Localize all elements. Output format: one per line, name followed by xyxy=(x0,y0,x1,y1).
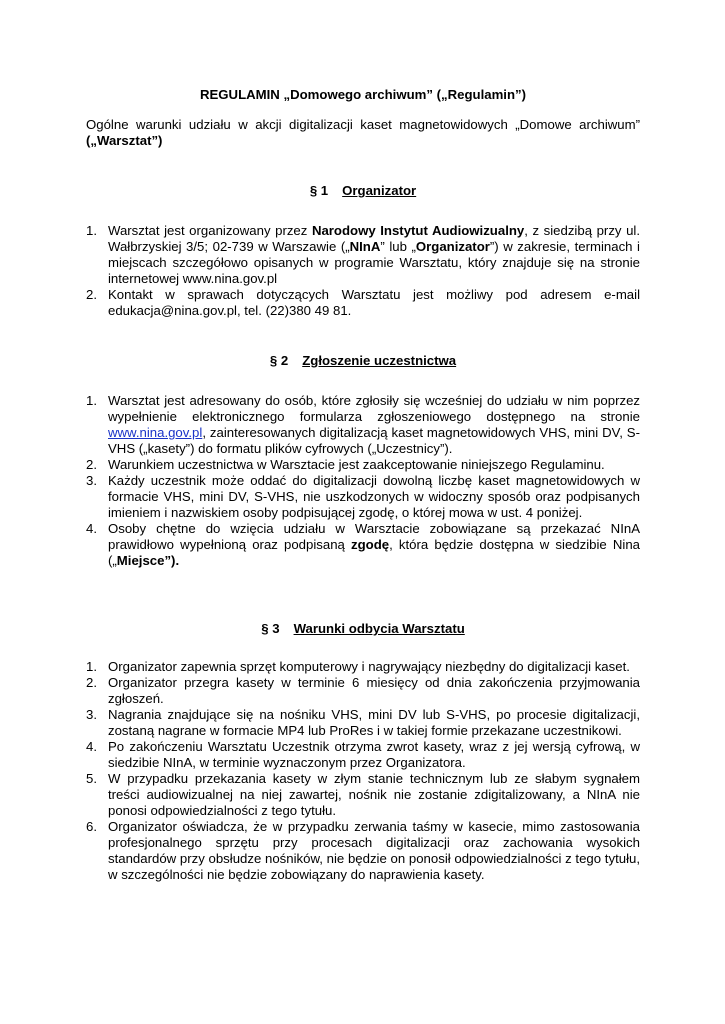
list-item xyxy=(86,473,640,521)
item-text: Kontakt w sprawach dotyczących Warsztatu jest możliwy pod adresem e-mail edukacja@nina.gov.pl, tel. (22)380 49 81. xyxy=(108,287,640,318)
item-number: 1. xyxy=(86,223,97,238)
item-number: 6. xyxy=(86,819,97,834)
section-2-heading xyxy=(86,353,640,369)
item-text: Każdy uczestnik może oddać do digitalizacji dowolną liczbę kaset magnetowidowych w formacie VHS, mini DV, S-VHS, nie uszkodzonych w widoczny sposób oraz podpisanych imieniem i nazwiskiem osoby podpisującej zgodę, o której mowa w ust. 4 poniżej. xyxy=(108,473,640,520)
list-item xyxy=(86,771,640,819)
intro-line: Ogólne warunki udziału w akcji digitalizacji kaset magnetowidowych „Domowe archiwum” xyxy=(86,117,640,132)
section-1-heading xyxy=(86,183,640,199)
list-item xyxy=(86,457,640,473)
item-number: 2. xyxy=(86,457,97,472)
item-number: 2. xyxy=(86,675,97,690)
section-name: Warunki odbycia Warsztatu xyxy=(293,621,465,636)
list-item xyxy=(86,223,640,287)
list-item xyxy=(86,521,640,569)
text-run: Osoby chętne do wzięcia udziału w Warsztacie zobowiązane są przekazać NInA prawidłowo wypełnioną oraz podpisaną xyxy=(108,521,640,552)
item-number: 1. xyxy=(86,393,97,408)
bold-run: zgodę xyxy=(351,537,390,552)
section-name: Zgłoszenie uczestnictwa xyxy=(302,353,457,368)
document-title: REGULAMIN „Domowego archiwum” („Regulamin”) xyxy=(199,87,527,102)
item-text: Organizator oświadcza, że w przypadku zerwania taśmy w kasecie, mimo zastosowania profesjonalnego sprzętu przy procesach digitalizacji oraz zachowania wysokich standardów przy obsłudze nośników, nie będzie on ponosił odpowiedzialności z tego tytułu, w szczególności nie będzie zobowiązany do naprawienia kasety. xyxy=(108,819,640,882)
document-page xyxy=(86,87,640,883)
section-2-list xyxy=(86,393,640,569)
text-run: Warsztat jest organizowany przez xyxy=(108,223,312,238)
text-run: Warsztat jest adresowany do osób, które zgłosiły się wcześniej do udziału w nim poprzez wypełnienie elektronicznego formularza zgłoszeniowego dostępnego na stronie xyxy=(108,393,640,424)
section-3-list xyxy=(86,659,640,883)
text-run: , zainteresowanych digitalizacją kaset magnetowidowych VHS, mini DV, S-VHS („kasety”) do formatu plików cyfrowych („Uczestnicy”). xyxy=(108,425,640,456)
item-text: W przypadku przekazania kasety w złym stanie technicznym lub ze słabym sygnałem treści audiowizualnej na niej zawartej, nośnik nie zostanie zdigitalizowany, a NInA nie ponosi odpowiedzialności z tego tytułu. xyxy=(108,771,640,818)
item-text: Warunkiem uczestnictwa w Warsztacie jest zaakceptowanie niniejszego Regulaminu. xyxy=(108,457,605,472)
text-run: , z siedzibą przy ul. Wałbrzyskiej 3/5; 02-739 w Warszawie („ xyxy=(108,223,640,254)
section-number: § 2 xyxy=(269,353,289,368)
item-number: 5. xyxy=(86,771,97,786)
list-item xyxy=(86,819,640,883)
bold-run: Narodowy Instytut Audiowizualny xyxy=(311,223,525,238)
item-text: Nagrania znajdujące się na nośniku VHS, mini DV lub S-VHS, po procesie digitalizacji, zostaną nagrane w formacie MP4 lub ProRes i w takiej formie przekazane uczestnikowi. xyxy=(108,707,640,738)
item-text xyxy=(108,223,640,286)
list-item xyxy=(86,707,640,739)
bold-run: NInA xyxy=(349,239,381,254)
item-number: 3. xyxy=(86,707,97,722)
section-3-heading xyxy=(86,621,640,637)
section-number: § 1 xyxy=(309,183,329,198)
item-text: Organizator zapewnia sprzęt komputerowy i nagrywający niezbędny do digitalizacji kaset. xyxy=(108,659,630,674)
item-number: 4. xyxy=(86,739,97,754)
section-1-list xyxy=(86,223,640,319)
item-text xyxy=(108,393,640,456)
text-run: , która będzie dostępna w siedzibie Nina („ xyxy=(108,537,640,568)
list-item xyxy=(86,739,640,771)
item-number: 3. xyxy=(86,473,97,488)
list-item xyxy=(86,287,640,319)
list-item xyxy=(86,675,640,707)
section-name: Organizator xyxy=(342,183,417,198)
item-text xyxy=(108,521,640,568)
list-item xyxy=(86,393,640,457)
bold-run: Organizator xyxy=(415,239,490,254)
item-text: Organizator przegra kasety w terminie 6 miesięcy od dnia zakończenia przyjmowania zgłoszeń. xyxy=(108,675,640,706)
item-text: Po zakończeniu Warsztatu Uczestnik otrzyma zwrot kasety, wraz z jej wersją cyfrową, w siedzibie NInA, w terminie wyznaczonym przez Organizatora. xyxy=(108,739,640,770)
bold-run: Miejsce xyxy=(116,553,165,568)
text-run: ” lub „ xyxy=(380,239,416,254)
list-item xyxy=(86,659,640,675)
item-number: 4. xyxy=(86,521,97,536)
intro-workshop-label: („Warsztat”) xyxy=(86,133,163,148)
text-run: ”) w zakresie, terminach i miejscach szczegółowo opisanych w programie Warsztatu, który znajduje się na stronie internetowej www.nina.gov.pl xyxy=(108,239,640,286)
item-number: 1. xyxy=(86,659,97,674)
nina-website-link[interactable]: www.nina.gov.pl xyxy=(108,425,203,440)
bold-run: ”). xyxy=(164,553,180,568)
section-number: § 3 xyxy=(261,621,280,636)
intro-paragraph xyxy=(86,117,640,149)
item-number: 2. xyxy=(86,287,97,302)
